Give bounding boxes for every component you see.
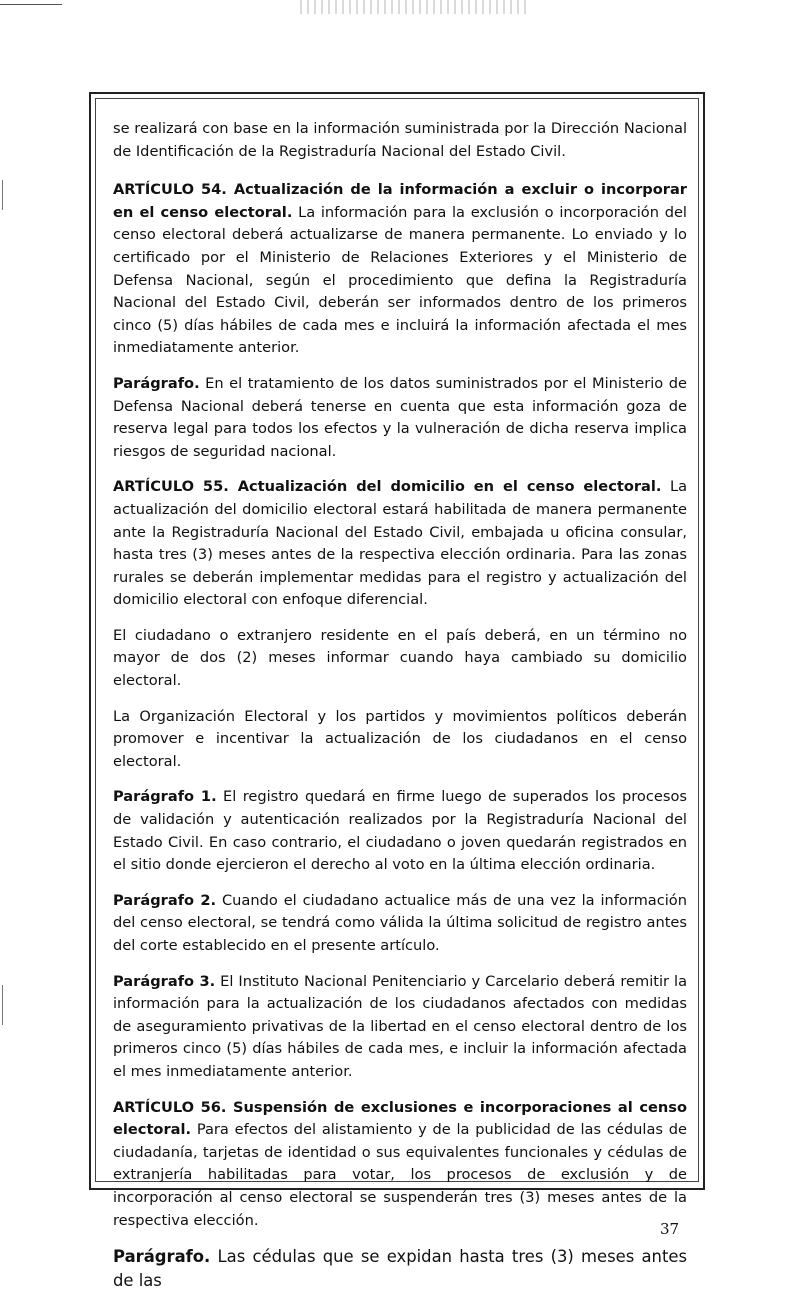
article-54 [113,179,687,360]
paragraph-heading: Parágrafo 2. [113,891,217,909]
article-55-text-3 [113,706,687,774]
paragraph-heading: Parágrafo 3. [113,972,216,990]
paragraph-text: La información para la exclusión o incorporación del censo electoral deberá actualizarse de manera permanente. Lo enviado y lo certificado por el Ministerio de Relaciones Exteriores y el Ministerio de Defensa Nacional, según el procedimiento que defina la Registraduría Nacional del Estado Civil, deberán ser informados dentro de los primeros cinco (5) días hábiles de cada mes e incluirá la información afectada el mes inmediatamente anterior. [113,203,687,357]
paragraph-text: Cuando el ciudadano actualice más de una vez la información del censo electoral, se tendrá como válida la última solicitud de registro antes del corte establecido en el presente artículo. [113,891,687,954]
article-54-paragraph [113,373,687,463]
article-55-paragraph-3 [113,971,687,1084]
article-55-paragraph-1 [113,786,687,876]
paragraph-text: El registro quedará en firme luego de superados los procesos de validación y autenticación realizados por la Registraduría Nacional del Estado Civil. En caso contrario, el ciudadano o joven quedarán registrados en el sitio donde ejercieron el derecho al voto en la última elección ordinaria. [113,788,687,874]
article-55-text-2 [113,625,687,693]
scan-artifact-line [0,4,62,5]
paragraph-text: Las cédulas que se expidan hasta tres (3) meses antes de las [113,1247,687,1291]
paragraph-text: La Organización Electoral y los partidos y movimientos políticos deberán promover e incentivar la actualización de los ciudadanos en el censo electoral. [113,707,687,770]
article-heading: ARTÍCULO 54. Actualización de la información a excluir o incorporar en el censo electoral. [113,181,687,221]
article-heading: ARTÍCULO 55. Actualización del domicilio en el censo electoral. [113,478,662,496]
scan-margin-mark [2,180,3,210]
page-number: 37 [660,1220,680,1238]
paragraph-text: El Instituto Nacional Penitenciario y Carcelario deberá remitir la información para la actualización de los ciudadanos afectados con medidas de aseguramiento privativas de la libertad en el censo electoral dentro de los primeros cinco (5) días hábiles de cada mes, e incluir la información afectada el mes inmediatamente anterior. [113,972,688,1080]
paragraph-text: se realizará con base en la información suministrada por la Dirección Nacional de Identificación de la Registraduría Nacional del Estado Civil. [113,120,687,160]
paragraph-text: En el tratamiento de los datos suministrados por el Ministerio de Defensa Nacional deberá tenerse en cuenta que esta información goza de reserva legal para todos los efectos y la vulneración de dicha reserva implica riesgos de seguridad nacional. [113,374,688,460]
article-heading: ARTÍCULO 56. Suspensión de exclusiones e incorporaciones al censo electoral. [113,1098,687,1139]
paragraph-text: La actualización del domicilio electoral estará habilitada de manera permanente ante la Registraduría Nacional del Estado Civil, embajada u oficina consular, hasta tres (3) meses antes de la respectiva elección ordinaria. Para las zonas rurales se deberán implementar medidas para el registro y actualización del domicilio electoral con enfoque diferencial. [113,478,688,609]
paragraph-heading: Parágrafo 1. [113,788,217,806]
scan-artifact-noise [300,0,530,14]
article-55-paragraph-2 [113,890,687,958]
paragraph-heading: Parágrafo. [113,374,200,392]
paragraph-continuation [113,118,687,163]
scan-margin-mark [2,985,3,1025]
document-body [113,118,687,1293]
paragraph-text: El ciudadano o extranjero residente en el país deberá, en un término no mayor de dos (2) meses informar cuando haya cambiado su domicilio electoral. [113,626,687,690]
article-56 [113,1097,687,1233]
paragraph-heading: Parágrafo. [113,1247,211,1267]
article-55 [113,476,687,612]
paragraph-text: Para efectos del alistamiento y de la publicidad de las cédulas de ciudadanía, tarjetas de identidad o sus equivalentes funcionales y cédulas de extranjería habilitadas para votar, los procesos de exclusión y de incorporación al censo electoral se suspenderán tres (3) meses antes de la respectiva elección. [113,1121,687,1229]
article-56-paragraph [113,1245,687,1293]
